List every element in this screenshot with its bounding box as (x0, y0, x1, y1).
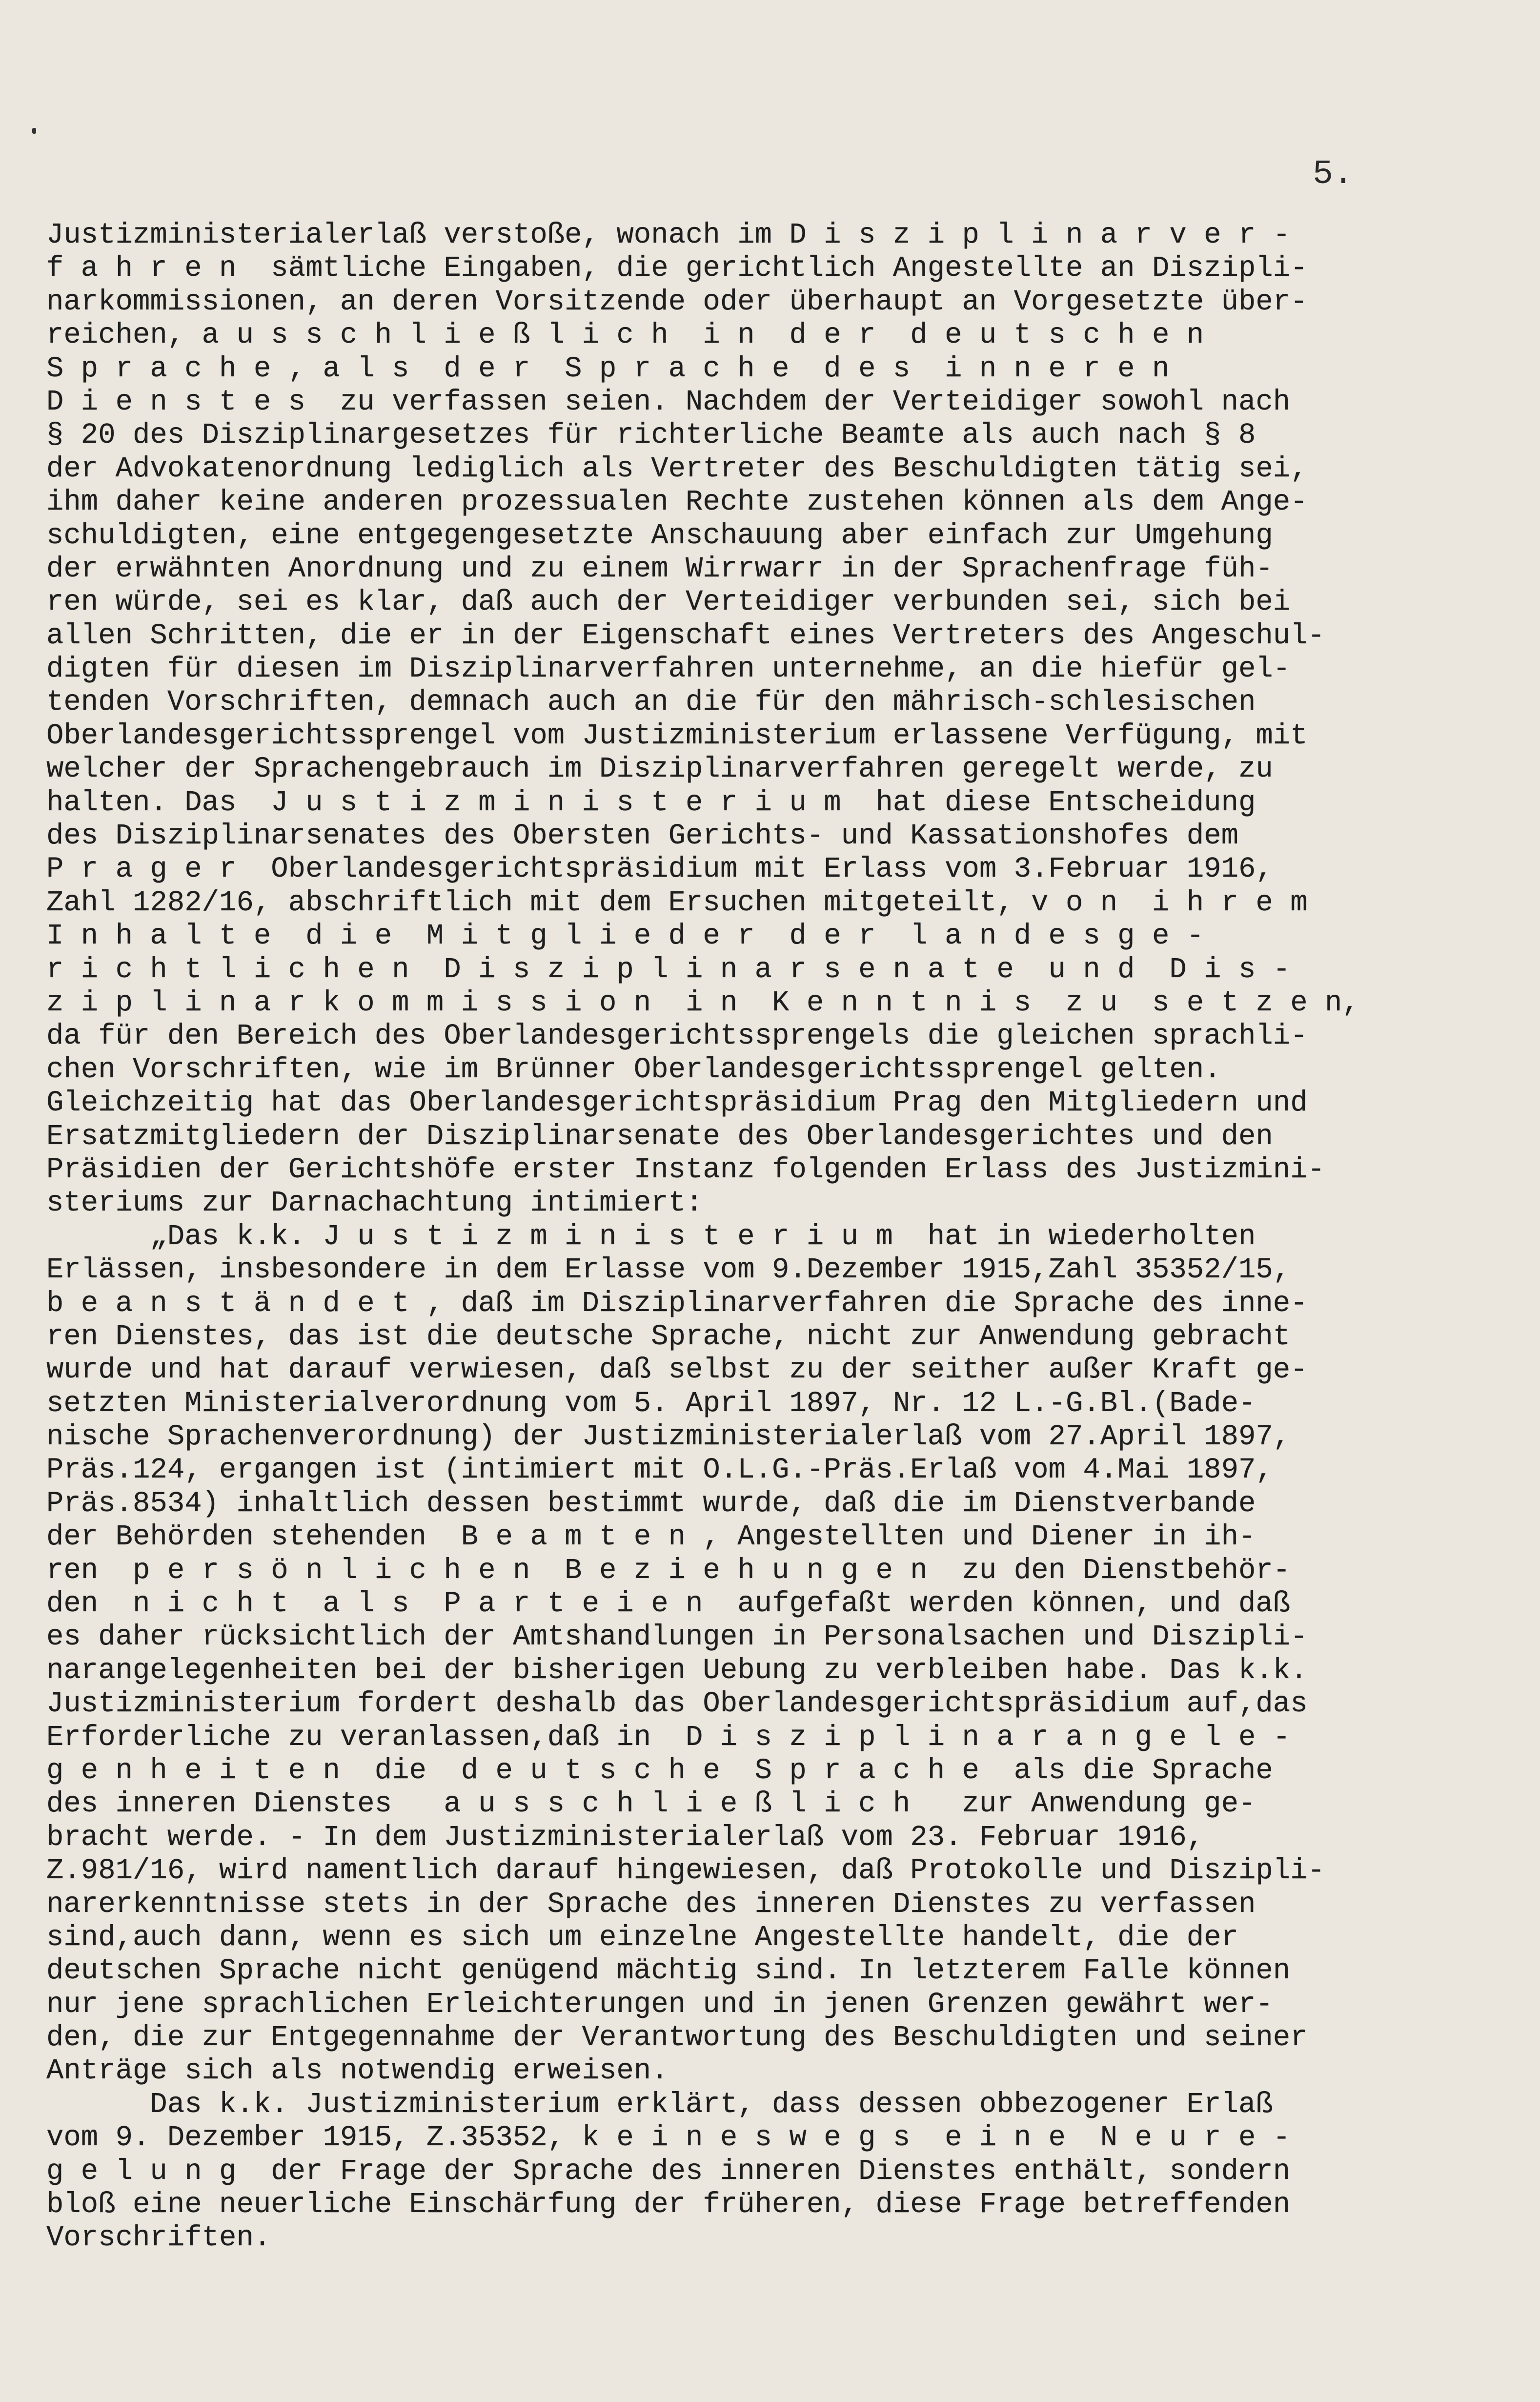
body-text (46, 219, 1491, 2255)
text-line: Präs.8534) inhaltlich dessen bestimmt wurde, daß die im Dienstverbande (46, 1487, 1256, 1520)
text-line: nische Sprachenverordnung) der Justizministerialerlaß vom 27.April 1897, (46, 1420, 1291, 1454)
text-line: vom 9. Dezember 1915, Z.35352, k e i n e s w e g s e i n e N e u r e - (46, 2121, 1291, 2155)
text-line: Z.981/16, wird namentlich darauf hingewiesen, daß Protokolle und Diszipli- (46, 1854, 1325, 1888)
text-line: sind,auch dann, wenn es sich um einzelne Angestellte handelt, die der (46, 1921, 1238, 1954)
text-line: Gleichzeitig hat das Oberlandesgerichtspräsidium Prag den Mitgliedern und (46, 1087, 1308, 1120)
text-line: deutschen Sprache nicht genügend mächtig sind. In letzterem Falle können (46, 1954, 1291, 1988)
text-line: reichen, a u s s c h l i e ß l i c h i n d e r d e u t s c h e n (46, 319, 1204, 352)
text-line: allen Schritten, die er in der Eigenschaft eines Vertreters des Angeschul- (46, 619, 1325, 652)
text-line: Erlässen, insbesondere in dem Erlasse vom 9.Dezember 1915,Zahl 35352/15, (46, 1253, 1291, 1287)
text-line: Erforderliche zu veranlassen,daß in D i s z i p l i n a r a n g e l e - (46, 1721, 1291, 1754)
text-line: nur jene sprachlichen Erleichterungen und in jenen Grenzen gewährt wer- (46, 1988, 1273, 2021)
text-line: digten für diesen im Disziplinarverfahren unternehme, an die hiefür gel- (46, 653, 1291, 686)
text-line: g e l u n g der Frage der Sprache des inneren Dienstes enthält, sondern (46, 2155, 1291, 2188)
text-line: Anträge sich als notwendig erweisen. (46, 2054, 669, 2088)
text-line: Zahl 1282/16, abschriftlich mit dem Ersuchen mitgeteilt, v o n i h r e m (46, 886, 1308, 919)
text-line: der erwähnten Anordnung und zu einem Wirrwarr in der Sprachenfrage füh- (46, 552, 1273, 585)
text-line: des inneren Dienstes a u s s c h l i e ß l i c h zur Anwendung ge- (46, 1787, 1256, 1821)
text-line: g e n h e i t e n die d e u t s c h e S p r a c h e als die Sprache (46, 1754, 1273, 1787)
text-line: den, die zur Entgegennahme der Verantwortung des Beschuldigten und seiner (46, 2021, 1308, 2054)
text-line: Ersatzmitgliedern der Disziplinarsenate des Oberlandesgerichtes und den (46, 1120, 1273, 1153)
text-line: welcher der Sprachengebrauch im Disziplinarverfahren geregelt werde, zu (46, 753, 1273, 786)
text-line: der Advokatenordnung lediglich als Vertreter des Beschuldigten tätig sei, (46, 452, 1308, 485)
text-line: „Das k.k. J u s t i z m i n i s t e r i u m hat in wiederholten (46, 1220, 1256, 1253)
text-line: r i c h t l i c h e n D i s z i p l i n a r s e n a t e u n d D i s - (46, 953, 1291, 986)
text-line: des Disziplinarsenates des Obersten Gerichts- und Kassationshofes dem (46, 820, 1238, 853)
text-line: S p r a c h e , a l s d e r S p r a c h e d e s i n n e r e n (46, 352, 1170, 385)
text-line: ren Dienstes, das ist die deutsche Sprache, nicht zur Anwendung gebracht (46, 1320, 1291, 1353)
text-line: Das k.k. Justizministerium erklärt, dass dessen obbezogener Erlaß (46, 2088, 1273, 2121)
page-number: 5. (1313, 155, 1354, 194)
text-line: f a h r e n sämtliche Eingaben, die gerichtlich Angestellte an Diszipli- (46, 252, 1308, 285)
text-line: narkommissionen, an deren Vorsitzende oder überhaupt an Vorgesetzte über- (46, 285, 1308, 318)
text-line: Präsidien der Gerichtshöfe erster Instanz folgenden Erlass des Justizmini- (46, 1153, 1325, 1186)
text-line: Präs.124, ergangen ist (intimiert mit O.L.G.-Präs.Erlaß vom 4.Mai 1897, (46, 1454, 1273, 1487)
text-line: schuldigten, eine entgegengesetzte Anschauung aber einfach zur Umgehung (46, 519, 1273, 552)
text-line: D i e n s t e s zu verfassen seien. Nachdem der Verteidiger sowohl nach (46, 385, 1291, 418)
text-line: wurde und hat darauf verwiesen, daß selbst zu der seither außer Kraft ge- (46, 1354, 1308, 1387)
text-line: ren würde, sei es klar, daß auch der Verteidiger verbunden sei, sich bei (46, 586, 1291, 619)
text-line: z i p l i n a r k o m m i s s i o n i n K e n n t n i s z u s e t z e n, (46, 986, 1359, 1019)
text-line: § 20 des Disziplinargesetzes für richterliche Beamte als auch nach § 8 (46, 419, 1256, 452)
text-line: setzten Ministerialverordnung vom 5. April 1897, Nr. 12 L.-G.Bl.(Bade- (46, 1387, 1256, 1420)
text-line: Vorschriften. (46, 2221, 271, 2255)
text-line: ihm daher keine anderen prozessualen Rechte zustehen können als dem Ange- (46, 486, 1308, 519)
ink-mark (32, 128, 36, 134)
text-line: I n h a l t e d i e M i t g l i e d e r d e r l a n d e s g e - (46, 920, 1204, 953)
text-line: Justizministerialerlaß verstoße, wonach im D i s z i p l i n a r v e r - (46, 219, 1291, 251)
text-line: bloß eine neuerliche Einschärfung der früheren, diese Frage betreffenden (46, 2188, 1291, 2221)
text-line: tenden Vorschriften, demnach auch an die für den mährisch-schlesischen (46, 686, 1256, 719)
text-line: b e a n s t ä n d e t , daß im Disziplinarverfahren die Sprache des inne- (46, 1287, 1308, 1320)
text-line: den n i c h t a l s P a r t e i e n aufgefaßt werden können, und daß (46, 1587, 1291, 1621)
text-line: es daher rücksichtlich der Amtshandlungen in Personalsachen und Diszipli- (46, 1621, 1308, 1654)
text-line: Oberlandesgerichtssprengel vom Justizministerium erlassene Verfügung, mit (46, 719, 1308, 752)
text-line: steriums zur Darnachachtung intimiert: (46, 1187, 703, 1220)
text-line: Justizministerium fordert deshalb das Oberlandesgerichtspräsidium auf,das (46, 1687, 1308, 1721)
text-line: der Behörden stehenden B e a m t e n , Angestellten und Diener in ih- (46, 1520, 1256, 1554)
text-line: chen Vorschriften, wie im Brünner Oberlandesgerichtssprengel gelten. (46, 1053, 1221, 1086)
text-line: bracht werde. - In dem Justizministerialerlaß vom 23. Februar 1916, (46, 1821, 1204, 1854)
text-line: da für den Bereich des Oberlandesgerichtssprengels die gleichen sprachli- (46, 1020, 1308, 1053)
text-line: narerkenntnisse stets in der Sprache des inneren Dienstes zu verfassen (46, 1888, 1256, 1921)
text-line: halten. Das J u s t i z m i n i s t e r i u m hat diese Entscheidung (46, 786, 1256, 819)
text-line: P r a g e r Oberlandesgerichtspräsidium mit Erlass vom 3.Februar 1916, (46, 853, 1273, 886)
text-line: ren p e r s ö n l i c h e n B e z i e h u n g e n zu den Dienstbehör- (46, 1554, 1291, 1587)
text-line: narangelegenheiten bei der bisherigen Uebung zu verbleiben habe. Das k.k. (46, 1654, 1308, 1687)
